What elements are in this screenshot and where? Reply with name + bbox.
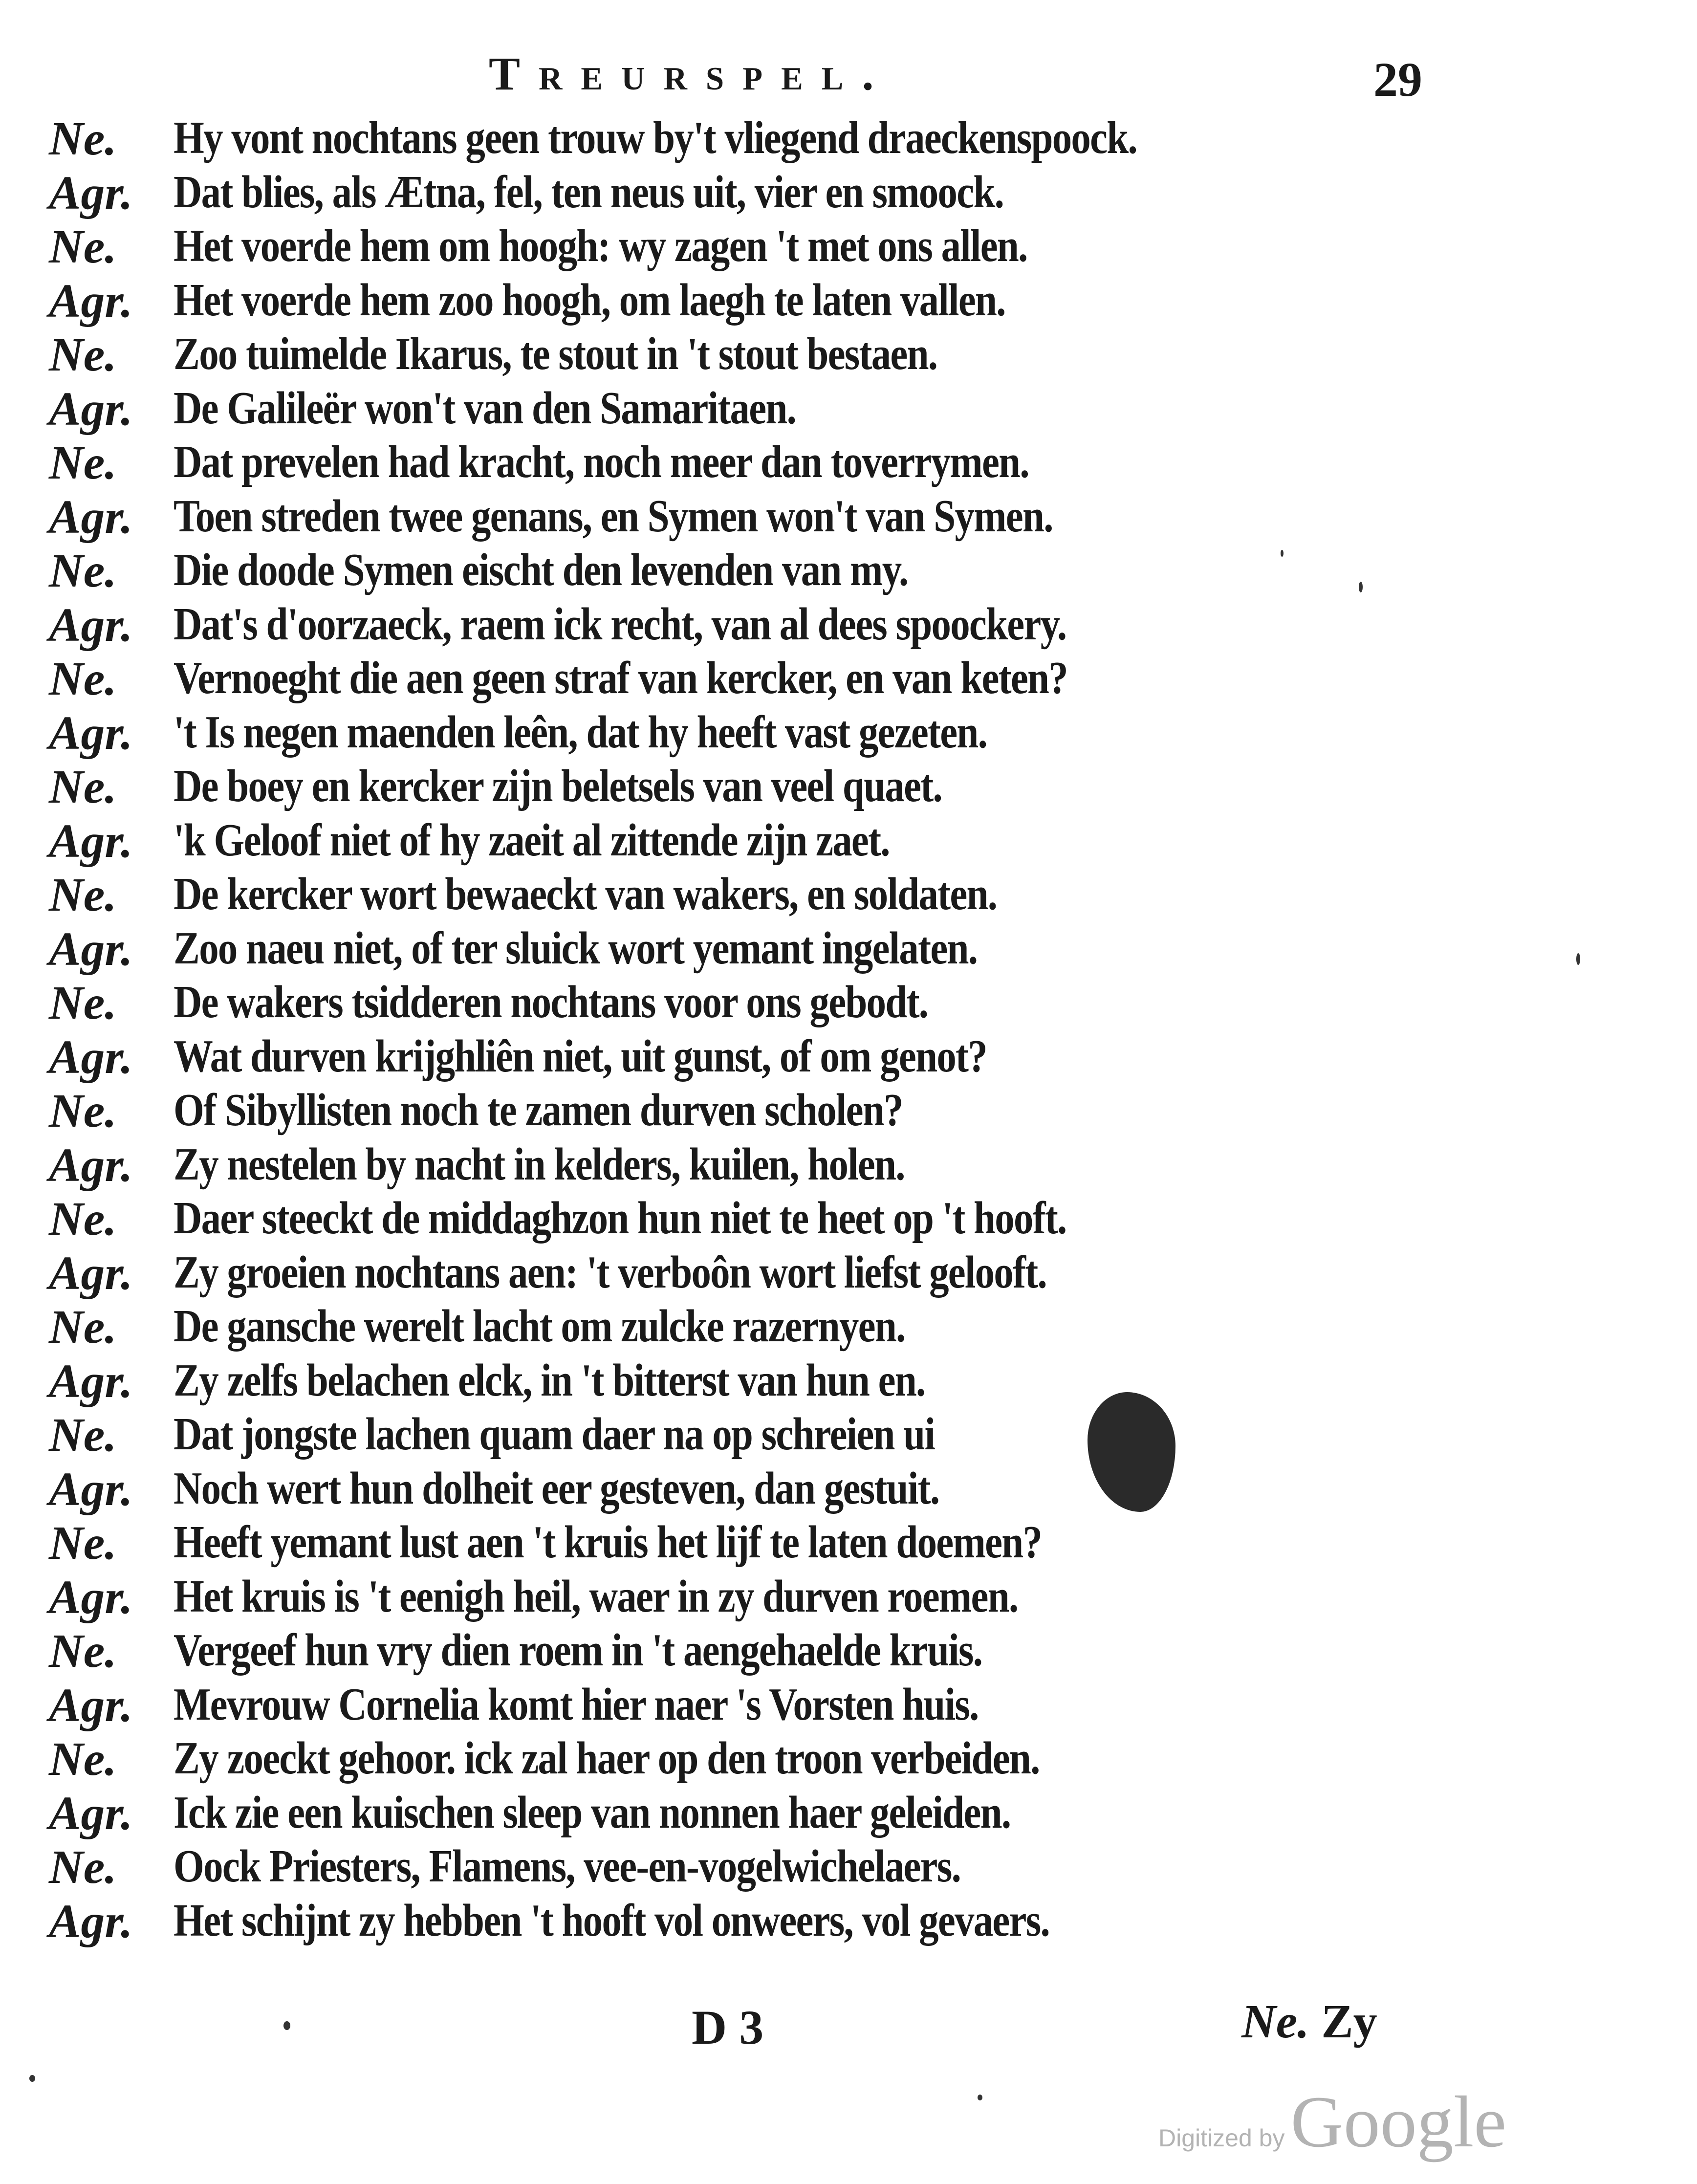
verse-line xyxy=(0,1840,1697,1894)
speaker-label: Agr. xyxy=(49,1679,133,1732)
verse-line xyxy=(0,274,1697,328)
speaker-label: Ne. xyxy=(49,545,117,597)
verse-text: Noch wert hun dolheit eer gesteven, dan gestuit. xyxy=(174,1463,939,1514)
verse-line xyxy=(0,490,1697,544)
verse-line xyxy=(0,598,1697,652)
verse-text: Dat jongste lachen quam daer na op schreien ui xyxy=(174,1409,935,1460)
verse-text: Zy groeien nochtans aen: 't verboôn wort liefst gelooft. xyxy=(174,1246,1046,1298)
verse-text: Het schijnt zy hebben 't hooft vol onweers, vol gevaers. xyxy=(174,1895,1049,1946)
speaker-label: Ne. xyxy=(49,437,117,489)
verse-text: De wakers tsidderen nochtans voor ons gebodt. xyxy=(174,977,928,1027)
verse-line xyxy=(0,1408,1697,1462)
scan-speck xyxy=(1281,550,1284,557)
speaker-label: Agr. xyxy=(49,490,133,544)
verse-text: Zy zelfs belachen elck, in 't bitterst van hun en. xyxy=(174,1354,925,1406)
verse-line xyxy=(0,976,1697,1030)
verse-text: Oock Priesters, Flamens, vee-en-vogelwichelaers. xyxy=(174,1841,961,1892)
verse-line xyxy=(0,1300,1697,1354)
speaker-label: Agr. xyxy=(49,1463,133,1516)
running-title: Treurspel. xyxy=(489,47,892,100)
running-head xyxy=(0,46,1697,115)
catchword-speaker: Ne. xyxy=(1241,1995,1309,2048)
verse-text: Zy nestelen by nacht in kelders, kuilen, holen. xyxy=(174,1138,905,1190)
watermark-prefix: Digitized by xyxy=(1158,2124,1285,2152)
verse-text: De boey en kercker zijn beletsels van veel quaet. xyxy=(174,761,942,811)
verse-text: Die doode Symen eischt den levenden van my. xyxy=(174,545,908,595)
speaker-label: Agr. xyxy=(49,1787,133,1840)
page-number: 29 xyxy=(1373,52,1422,107)
verse-line xyxy=(0,544,1697,598)
speaker-label: Agr. xyxy=(49,382,133,436)
verse-text: Hy vont nochtans geen trouw by't vliegend draeckenspoock. xyxy=(174,112,1137,163)
verse-line xyxy=(0,382,1697,436)
verse-text: 't Is negen maenden leên, dat hy heeft vast gezeten. xyxy=(174,706,987,758)
speaker-label: Agr. xyxy=(49,598,133,652)
verse-text: Vernoeght die aen geen straf van kercker, en van keten? xyxy=(174,653,1067,703)
verse-line xyxy=(0,814,1697,868)
speaker-label: Agr. xyxy=(49,1030,133,1084)
verse-text: Toen streden twee genans, en Symen won't van Symen. xyxy=(174,490,1053,542)
verse-dialogue xyxy=(0,111,1697,1948)
speaker-label: Ne. xyxy=(49,1193,117,1245)
speaker-label: Agr. xyxy=(49,814,133,868)
scan-speck xyxy=(1359,582,1363,592)
verse-text: De Galileër won't van den Samaritaen. xyxy=(174,382,796,434)
catchword xyxy=(1241,1994,1377,2049)
speaker-label: Ne. xyxy=(49,1841,117,1894)
verse-line xyxy=(0,706,1697,760)
verse-line xyxy=(0,868,1697,922)
verse-line xyxy=(0,1732,1697,1786)
speaker-label: Ne. xyxy=(49,328,117,381)
verse-text: Zoo naeu niet, of ter sluick wort yemant ingelaten. xyxy=(174,922,978,974)
speaker-label: Ne. xyxy=(49,1085,117,1137)
speaker-label: Agr. xyxy=(49,1571,133,1624)
verse-line xyxy=(0,1462,1697,1516)
speaker-label: Agr. xyxy=(49,1138,133,1192)
verse-text: Wat durven krijghliên niet, uit gunst, of om genot? xyxy=(174,1030,987,1082)
speaker-label: Agr. xyxy=(49,1246,133,1300)
verse-text: Vergeef hun vry dien roem in 't aengehaelde kruis. xyxy=(174,1625,982,1676)
digitized-watermark xyxy=(1158,2080,1506,2164)
speaker-label: Agr. xyxy=(49,1354,133,1408)
verse-text: Het voerde hem zoo hoogh, om laegh te laten vallen. xyxy=(174,274,1005,326)
scan-speck xyxy=(283,2021,290,2030)
verse-line xyxy=(0,436,1697,490)
verse-text: Het kruis is 't eenigh heil, waer in zy durven roemen. xyxy=(174,1571,1018,1622)
speaker-label: Agr. xyxy=(49,706,133,760)
verse-line xyxy=(0,1516,1697,1570)
verse-line xyxy=(0,1030,1697,1084)
speaker-label: Ne. xyxy=(49,761,117,813)
verse-line xyxy=(0,1570,1697,1624)
speaker-label: Ne. xyxy=(49,1517,117,1570)
verse-text: Daer steeckt de middaghzon hun niet te heet op 't hooft. xyxy=(174,1193,1066,1244)
verse-text: Het voerde hem om hoogh: wy zagen 't met ons allen. xyxy=(174,220,1027,271)
verse-line xyxy=(0,1678,1697,1732)
speaker-label: Agr. xyxy=(49,274,133,328)
verse-line xyxy=(0,652,1697,706)
verse-line xyxy=(0,166,1697,220)
verse-text: 'k Geloof niet of hy zaeit al zittende zijn zaet. xyxy=(174,814,890,866)
verse-text: Mevrouw Cornelia komt hier naer 's Vorsten huis. xyxy=(174,1679,979,1730)
verse-line xyxy=(0,111,1697,166)
catchword-word: Zy xyxy=(1321,1995,1377,2048)
speaker-label: Ne. xyxy=(49,869,117,921)
scan-speck xyxy=(29,2075,35,2082)
speaker-label: Ne. xyxy=(49,1625,117,1678)
speaker-label: Ne. xyxy=(49,220,117,273)
verse-line xyxy=(0,760,1697,814)
scan-speck xyxy=(1576,953,1580,965)
speaker-label: Ne. xyxy=(49,653,117,705)
verse-text: De kercker wort bewaeckt van wakers, en soldaten. xyxy=(174,869,997,919)
verse-line xyxy=(0,328,1697,382)
verse-line xyxy=(0,1246,1697,1300)
verse-line xyxy=(0,219,1697,274)
speaker-label: Ne. xyxy=(49,112,117,165)
verse-line xyxy=(0,922,1697,976)
verse-line xyxy=(0,1786,1697,1840)
verse-text: De gansche werelt lacht om zulcke razernyen. xyxy=(174,1301,905,1352)
verse-text: Zoo tuimelde Ikarus, te stout in 't stout bestaen. xyxy=(174,328,937,379)
verse-line xyxy=(0,1138,1697,1192)
verse-text: Heeft yemant lust aen 't kruis het lijf te laten doemen? xyxy=(174,1517,1042,1568)
verse-text: Dat blies, als Ætna, fel, ten neus uit, vier en smoock. xyxy=(174,166,1004,218)
verse-text: Dat's d'oorzaeck, raem ick recht, van al dees spoockery. xyxy=(174,598,1066,650)
verse-text: Dat prevelen had kracht, noch meer dan toverrymen. xyxy=(174,437,1029,487)
verse-text: Zy zoeckt gehoor. ick zal haer op den troon verbeiden. xyxy=(174,1733,1040,1784)
scan-speck xyxy=(978,2095,982,2100)
speaker-label: Agr. xyxy=(49,1895,133,1948)
verse-text: Of Sibyllisten noch te zamen durven scholen? xyxy=(174,1085,903,1136)
page-footer xyxy=(0,1995,1697,2077)
verse-text: Ick zie een kuischen sleep van nonnen haer geleiden. xyxy=(174,1787,1011,1838)
verse-line xyxy=(0,1192,1697,1246)
watermark-brand: Google xyxy=(1290,2081,1507,2162)
speaker-label: Agr. xyxy=(49,922,133,976)
speaker-label: Agr. xyxy=(49,166,133,219)
signature-mark: D 3 xyxy=(692,2000,764,2054)
speaker-label: Ne. xyxy=(49,1301,117,1354)
verse-line xyxy=(0,1354,1697,1408)
speaker-label: Ne. xyxy=(49,977,117,1029)
verse-line xyxy=(0,1084,1697,1138)
speaker-label: Ne. xyxy=(49,1409,117,1462)
verse-line xyxy=(0,1624,1697,1678)
verse-line xyxy=(0,1894,1697,1948)
speaker-label: Ne. xyxy=(49,1733,117,1786)
